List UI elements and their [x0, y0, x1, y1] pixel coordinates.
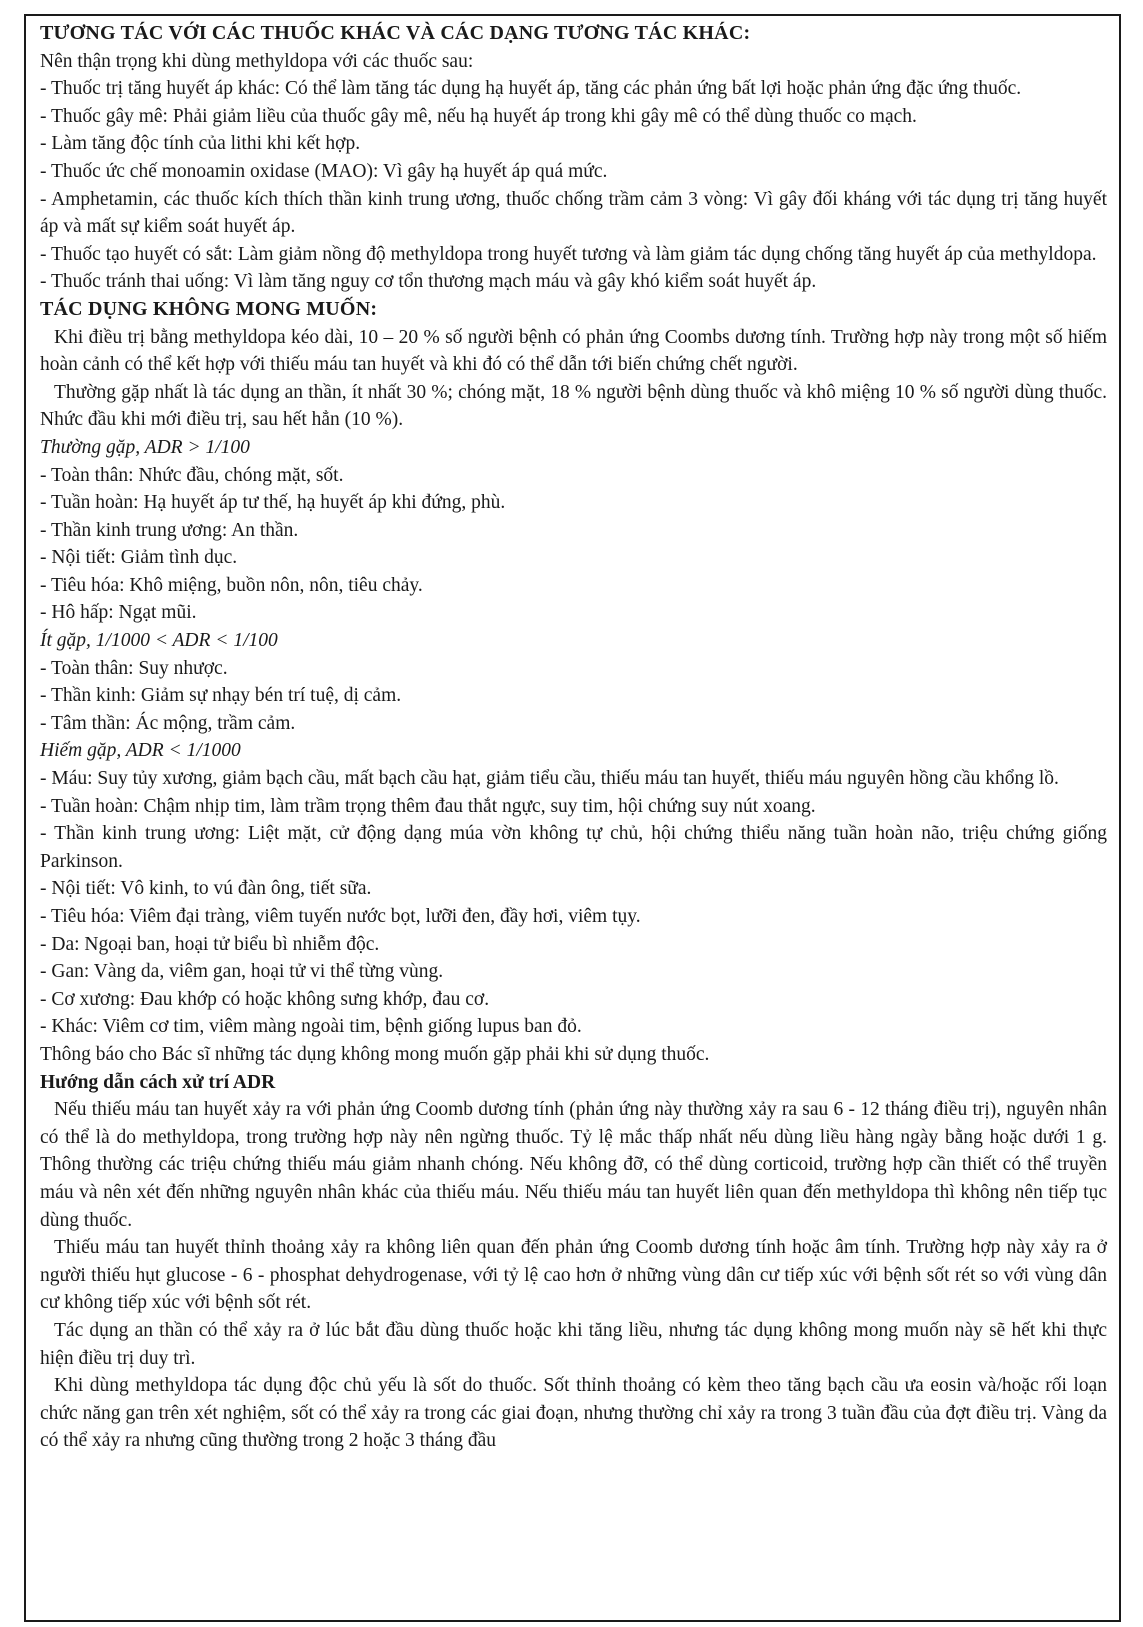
adr-paragraph: Nếu thiếu máu tan huyết xảy ra với phản ứng Coomb dương tính (phản ứng này thường xảy ra sau 6 - 12 tháng điều trị), nguyên nhân có thể là do methyldopa, trong trường hợp này nên ngừng thuốc. Tỷ lệ mắc thấp nhất nếu dùng liều hàng ngày bằng hoặc dưới 1 g. Thông thường các triệu chứng thiếu máu giảm nhanh chóng. Nếu không đỡ, có thể dùng corticoid, trường hợp cần thiết có thể truyền máu và nên xét đến những nguyên nhân khác của thiếu máu. Nếu thiếu máu tan huyết liên quan đến methyldopa thì không nên tiếp tục dùng thuốc. — [40, 1099, 1107, 1231]
list-item: - Thuốc ức chế monoamin oxidase (MAO): Vì gây hạ huyết áp quá mức. — [40, 160, 608, 182]
uncommon-subheading: Ít gặp, 1/1000 < ADR < 1/100 — [40, 630, 278, 652]
list-item: - Tâm thần: Ác mộng, trầm cảm. — [40, 712, 296, 734]
list-item: - Amphetamin, các thuốc kích thích thần kinh trung ương, thuốc chống trầm cảm 3 vòng: Vì gây đối kháng với tác dụng trị tăng huyết áp và mất sự kiểm soát huyết áp. — [40, 188, 1107, 238]
adverse-heading: TÁC DỤNG KHÔNG MONG MUỐN: — [40, 297, 378, 320]
list-item: - Thuốc gây mê: Phải giảm liều của thuốc gây mê, nếu hạ huyết áp trong khi gây mê có thể dùng thuốc co mạch. — [40, 105, 917, 127]
list-item: - Thuốc tạo huyết có sắt: Làm giảm nồng độ methyldopa trong huyết tương và làm giảm tác dụng chống tăng huyết áp của methyldopa. — [40, 243, 1097, 265]
list-item: - Máu: Suy tủy xương, giảm bạch cầu, mất bạch cầu hạt, giảm tiểu cầu, thiếu máu tan huyết, thiếu máu nguyên hồng cầu khổng lồ. — [40, 768, 1059, 790]
adr-paragraph: Tác dụng an thần có thể xảy ra ở lúc bắt đầu dùng thuốc hoặc khi tăng liều, nhưng tác dụng không mong muốn này sẽ hết khi thực hiện điều trị duy trì. — [40, 1319, 1107, 1369]
list-item: - Tiêu hóa: Khô miệng, buồn nôn, nôn, tiêu chảy. — [40, 574, 423, 596]
interactions-heading: TƯƠNG TÁC VỚI CÁC THUỐC KHÁC VÀ CÁC DẠNG TƯƠNG TÁC KHÁC: — [40, 22, 751, 44]
document-page — [24, 14, 1121, 1622]
list-item: - Thuốc trị tăng huyết áp khác: Có thể làm tăng tác dụng hạ huyết áp, tăng các phản ứng bất lợi hoặc phản ứng đặc ứng thuốc. — [40, 78, 1022, 100]
adr-paragraph: Khi dùng methyldopa tác dụng độc chủ yếu là sốt do thuốc. Sốt thỉnh thoảng có kèm theo tăng bạch cầu ưa eosin và/hoặc rối loạn chức năng gan trên xét nghiệm, sốt có thể xảy ra trong các giai đoạn, nhưng thường chỉ xảy ra trong 3 tuần đầu của đợt điều trị. Vàng da có thể xảy ra nhưng cũng thường trong 2 hoặc 3 tháng đầu — [40, 1375, 1107, 1452]
adverse-paragraph-2: Thường gặp nhất là tác dụng an thần, ít nhất 30 %; chóng mặt, 18 % người bệnh dùng thuốc và khô miệng 10 % số người dùng thuốc. Nhức đầu khi mới điều trị, sau hết hẳn (10 %). — [40, 381, 1107, 431]
list-item: - Toàn thân: Suy nhược. — [40, 657, 228, 679]
common-subheading: Thường gặp, ADR > 1/100 — [40, 436, 250, 458]
interactions-intro: Nên thận trọng khi dùng methyldopa với các thuốc sau: — [40, 50, 474, 72]
list-item: - Gan: Vàng da, viêm gan, hoại tử vi thể từng vùng. — [40, 961, 444, 983]
list-item: - Tuần hoàn: Hạ huyết áp tư thế, hạ huyết áp khi đứng, phù. — [40, 492, 506, 514]
list-item: - Thuốc tránh thai uống: Vì làm tăng nguy cơ tổn thương mạch máu và gây khó kiểm soát huyết áp. — [40, 271, 817, 293]
list-item: - Tiêu hóa: Viêm đại tràng, viêm tuyến nước bọt, lưỡi đen, đầy hơi, viêm tụy. — [40, 906, 641, 927]
notice-text: Thông báo cho Bác sĩ những tác dụng không mong muốn gặp phải khi sử dụng thuốc. — [40, 1043, 710, 1065]
list-item: - Hô hấp: Ngạt mũi. — [40, 602, 197, 624]
list-item: - Khác: Viêm cơ tim, viêm màng ngoài tim, bệnh giống lupus ban đỏ. — [40, 1016, 582, 1038]
list-item: - Nội tiết: Vô kinh, to vú đàn ông, tiết sữa. — [40, 878, 372, 900]
list-item: - Thần kinh: Giảm sự nhạy bén trí tuệ, dị cảm. — [40, 685, 402, 707]
list-item: - Toàn thân: Nhức đầu, chóng mặt, sốt. — [40, 464, 344, 486]
adr-handling-heading: Hướng dẫn cách xử trí ADR — [40, 1071, 276, 1093]
list-item: - Làm tăng độc tính của lithi khi kết hợp. — [40, 133, 361, 155]
adverse-paragraph-1: Khi điều trị bằng methyldopa kéo dài, 10 – 20 % số người bệnh có phản ứng Coombs dương tính. Trường hợp này trong một số hiếm hoàn cảnh có thể kết hợp với thiếu máu tan huyết và khi đó có thể dẫn tới biến chứng chết người. — [40, 326, 1107, 376]
list-item: - Tuần hoàn: Chậm nhịp tim, làm trầm trọng thêm đau thắt ngực, suy tim, hội chứng suy nút xoang. — [40, 795, 816, 817]
list-item: - Thần kinh trung ương: Liệt mặt, cử động dạng múa vờn không tự chủ, hội chứng thiểu năng tuần hoàn não, triệu chứng giống Parkinson. — [40, 823, 1107, 872]
list-item: - Cơ xương: Đau khớp có hoặc không sưng khớp, đau cơ. — [40, 988, 490, 1010]
list-item: - Thần kinh trung ương: An thần. — [40, 519, 299, 541]
list-item: - Nội tiết: Giảm tình dục. — [40, 547, 238, 569]
list-item: - Da: Ngoại ban, hoại tử biểu bì nhiễm độc. — [40, 933, 380, 955]
adr-paragraph: Thiếu máu tan huyết thỉnh thoảng xảy ra không liên quan đến phản ứng Coomb dương tính hoặc âm tính. Trường hợp này xảy ra ở người thiếu hụt glucose - 6 - phosphat dehydrogenase, với tỷ lệ cao hơn ở những vùng dân cư tiếp xúc với bệnh sốt rét so với vùng dân cư không tiếp xúc với bệnh sốt rét. — [40, 1237, 1107, 1314]
rare-subheading: Hiếm gặp, ADR < 1/1000 — [40, 740, 241, 762]
